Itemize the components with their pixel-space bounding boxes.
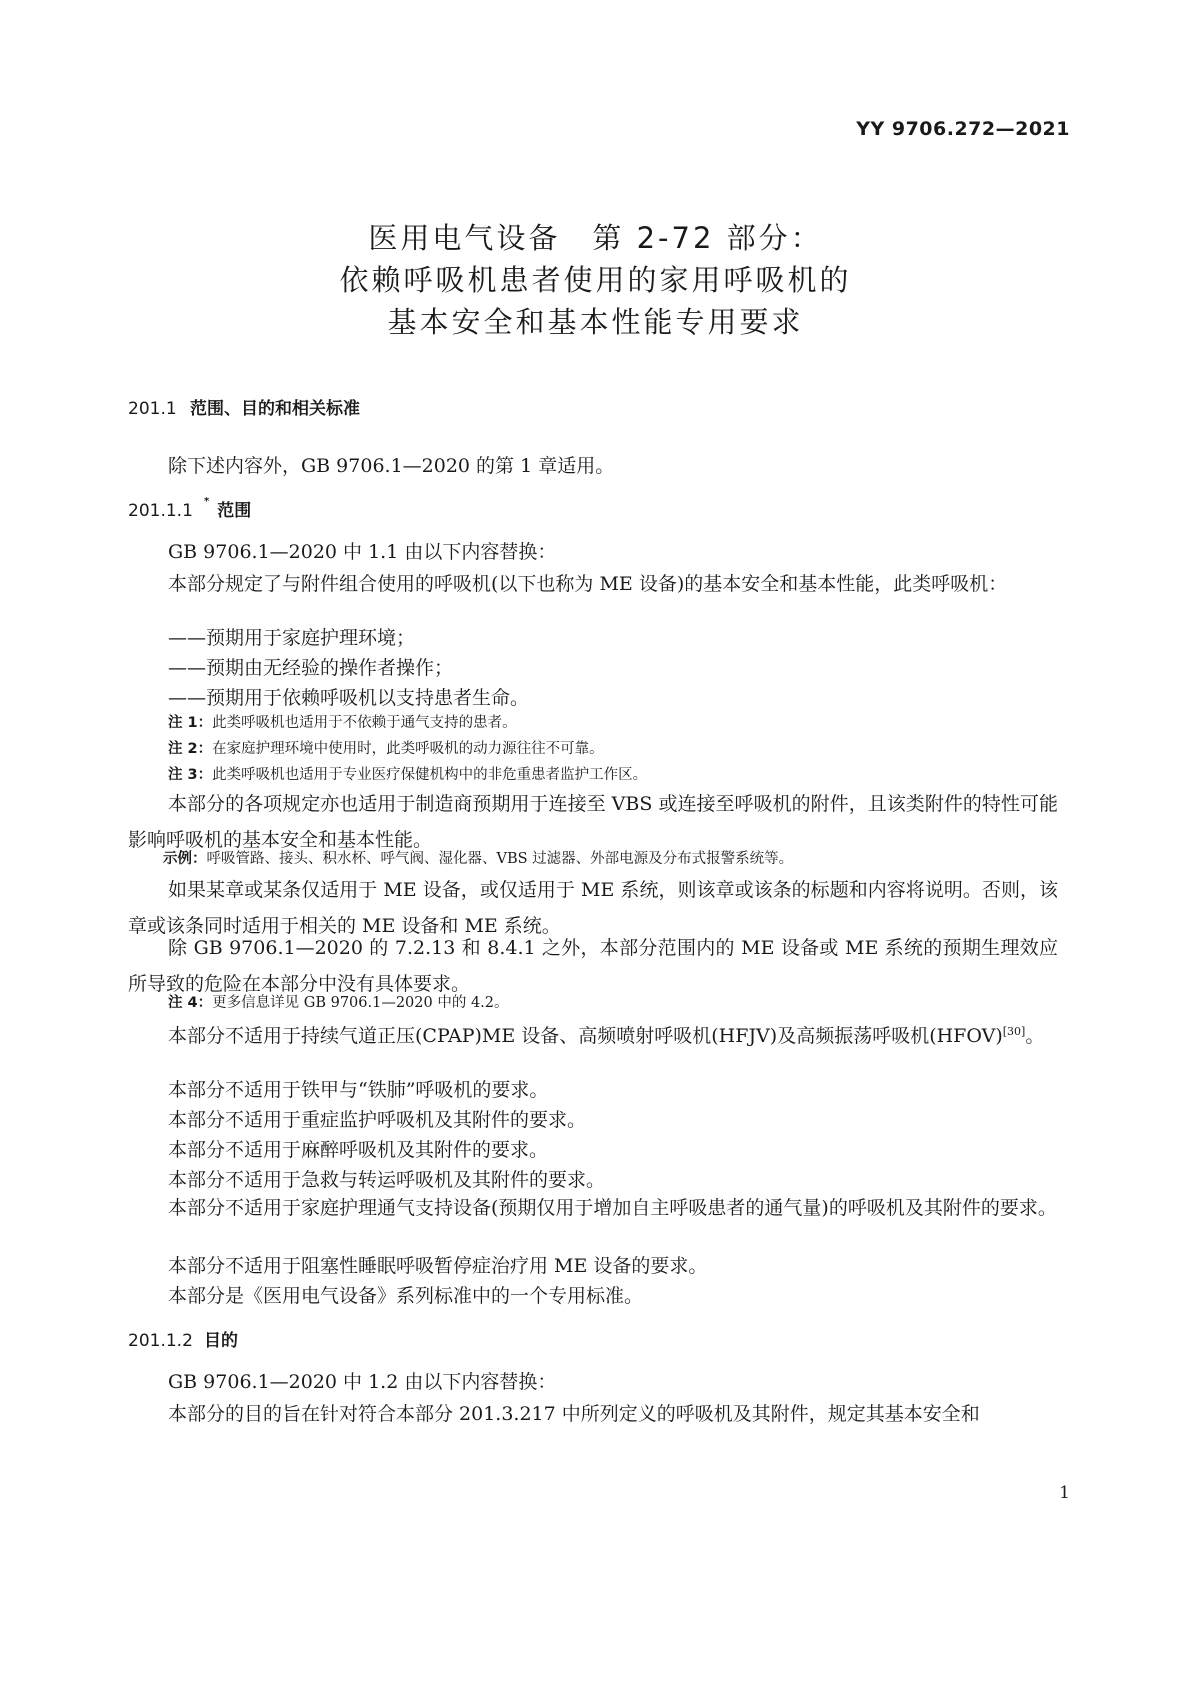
title-line-1: 医用电气设备 第 2-72 部分： [368,221,823,255]
note-label: 注 4： [168,995,213,1011]
standard-code: YY 9706.272—2021 [856,118,1070,140]
exclusion-4: 本部分不适用于急救与转运呼吸机及其附件的要求。 [168,1169,606,1191]
title-line-2: 依赖呼吸机患者使用的家用呼吸机的 [339,263,852,297]
section-title: 范围 [217,501,252,521]
replacement-statement-1-1: GB 9706.1—2020 中 1.1 由以下内容替换： [168,541,557,563]
section-title: 目的 [204,1331,238,1351]
exclusion-1: 本部分不适用于铁甲与“铁肺”呼吸机的要求。 [168,1079,549,1101]
title-line-3: 基本安全和基本性能专用要求 [387,305,804,339]
dash-item-2: ——预期由无经验的操作者操作； [168,657,454,679]
note-2 [168,738,1058,760]
accessories-paragraph: 本部分的各项规定亦也适用于制造商预期用于连接至 VBS 或连接至呼吸机的附件，且该类附件的特性可能影响呼吸机的基本安全和基本性能。 [128,793,1058,851]
exclusion-5: 本部分不适用于家庭护理通气支持设备(预期仅用于增加自主呼吸患者的通气量)的呼吸机及其附件的要求。 [168,1197,1057,1219]
section-number: 201.1.1 [128,501,193,521]
replacement-statement-1-2: GB 9706.1—2020 中 1.2 由以下内容替换： [168,1371,557,1393]
note-text: 在家庭护理环境中使用时，此类呼吸机的动力源往往不可靠。 [212,741,604,757]
exclusion-3: 本部分不适用于麻醉呼吸机及其附件的要求。 [168,1139,549,1161]
scope-paragraph: 本部分规定了与附件组合使用的呼吸机(以下也称为 ME 设备)的基本安全和基本性能，此类呼吸机： [168,573,1008,595]
note-label: 注 3： [168,767,213,783]
example-text: 呼吸管路、接头、积水杯、呼气阀、湿化器、VBS 过滤器、外部电源及分布式报警系统等。 [206,851,794,867]
section-title: 范围、目的和相关标准 [190,399,360,419]
example [163,848,1053,870]
cpap-exclusion-paragraph [128,1014,1058,1054]
note-label: 注 1： [168,715,213,731]
note-text: 此类呼吸机也适用于不依赖于通气支持的患者。 [212,715,517,731]
page-number: 1 [1059,1483,1070,1503]
note-1 [168,712,1058,734]
purpose-paragraph: 本部分的目的旨在针对符合本部分 201.3.217 中所列定义的呼吸机及其附件，规定其基本安全和 [168,1403,980,1425]
note-4 [168,992,1058,1014]
section-201-1-2-heading [128,1326,238,1351]
note-text: 此类呼吸机也适用于专业医疗保健机构中的非危重患者监护工作区。 [212,767,648,783]
me-scope-paragraph: 如果某章或某条仅适用于 ME 设备，或仅适用于 ME 系统，则该章或该条的标题和内容将说明。否则，该章或该条同时适用于相关的 ME 设备和 ME 系统。 [128,879,1058,937]
cpap-end: 。 [1025,1025,1045,1047]
intro-paragraph: 除下述内容外，GB 9706.1—2020 的第 1 章适用。 [168,455,615,477]
asterisk-marker: * [204,496,210,507]
section-number: 201.1 [128,399,177,419]
example-label: 示例： [163,851,207,867]
exclusion-6: 本部分不适用于阻塞性睡眠呼吸暂停症治疗用 ME 设备的要求。 [168,1255,708,1277]
dash-item-1: ——预期用于家庭护理环境； [168,627,416,649]
reference-marker: [30] [1002,1025,1026,1038]
section-201-1-1-heading [128,496,251,521]
dash-item-3: ——预期用于依赖呼吸机以支持患者生命。 [168,687,530,709]
exclusion-2: 本部分不适用于重症监护呼吸机及其附件的要求。 [168,1109,587,1131]
section-number: 201.1.2 [128,1331,193,1351]
note-text: 更多信息详见 GB 9706.1—2020 中的 4.2。 [212,995,509,1011]
physiological-effects-paragraph: 除 GB 9706.1—2020 的 7.2.13 和 8.4.1 之外，本部分范围内的 ME 设备或 ME 系统的预期生理效应所导致的危险在本部分中没有具体要求。 [128,937,1058,995]
section-201-1-heading [128,394,360,419]
series-paragraph: 本部分是《医用电气设备》系列标准中的一个专用标准。 [168,1285,644,1307]
note-3 [168,764,1058,786]
note-label: 注 2： [168,741,213,757]
cpap-text: 本部分不适用于持续气道正压(CPAP)ME 设备、高频喷射呼吸机(HFJV)及高频振荡呼吸机(HFOV) [168,1025,1003,1047]
